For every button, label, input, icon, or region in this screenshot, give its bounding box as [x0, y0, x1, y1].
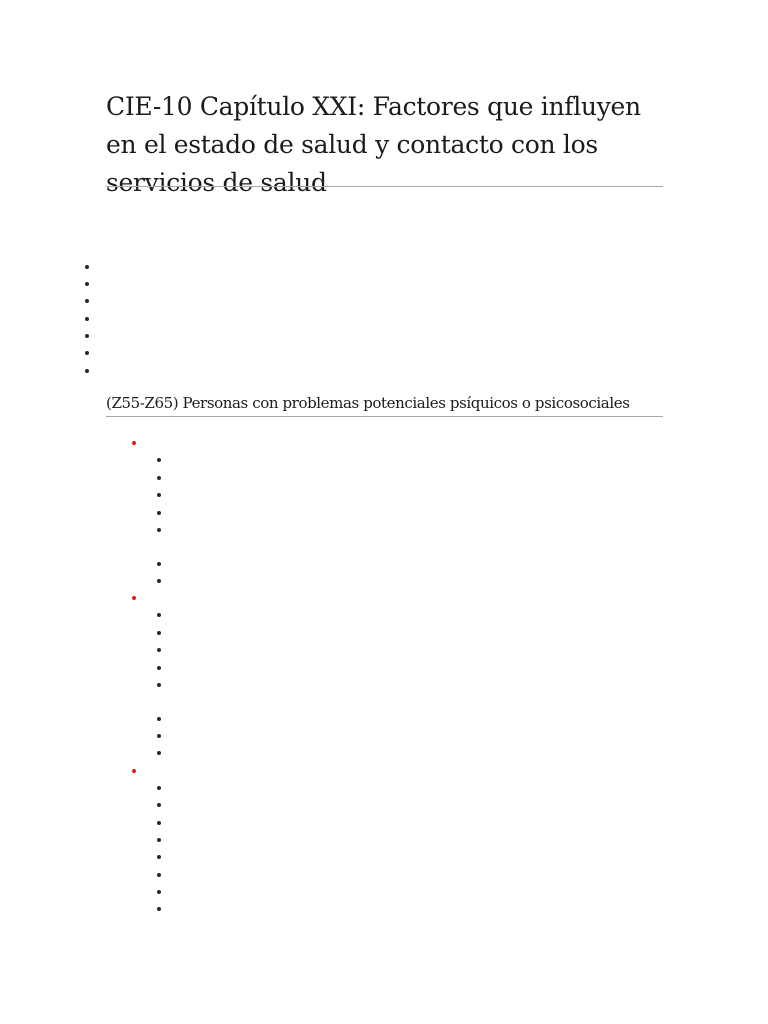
list-item[interactable] [157, 458, 161, 462]
section-divider [106, 416, 663, 417]
list-item[interactable] [157, 648, 161, 652]
list-item[interactable] [85, 334, 89, 338]
group-bullet[interactable] [132, 769, 136, 773]
list-item[interactable] [157, 873, 161, 877]
group-bullet[interactable] [132, 596, 136, 600]
list-item[interactable] [157, 579, 161, 583]
group-bullet[interactable] [132, 441, 136, 445]
list-item[interactable] [157, 734, 161, 738]
list-item[interactable] [157, 855, 161, 859]
list-item[interactable] [85, 265, 89, 269]
list-item[interactable] [157, 511, 161, 515]
section-heading: (Z55-Z65) Personas con problemas potenciales psíquicos o psicosociales [106, 394, 630, 412]
list-item[interactable] [157, 476, 161, 480]
list-item[interactable] [157, 528, 161, 532]
list-item[interactable] [157, 907, 161, 911]
list-item[interactable] [157, 838, 161, 842]
title-divider [106, 186, 663, 187]
list-item[interactable] [85, 282, 89, 286]
list-item[interactable] [157, 666, 161, 670]
list-item[interactable] [85, 351, 89, 355]
list-item[interactable] [157, 786, 161, 790]
list-item[interactable] [85, 369, 89, 373]
list-item[interactable] [157, 890, 161, 894]
list-item[interactable] [157, 683, 161, 687]
list-item[interactable] [157, 562, 161, 566]
list-item[interactable] [157, 613, 161, 617]
list-item[interactable] [157, 493, 161, 497]
list-item[interactable] [157, 631, 161, 635]
list-item[interactable] [157, 717, 161, 721]
list-item[interactable] [157, 821, 161, 825]
list-item[interactable] [157, 803, 161, 807]
page-title: CIE-10 Capítulo XXI: Factores que influyen en el estado de salud y contacto con los servicios de salud [106, 92, 641, 197]
list-item[interactable] [157, 751, 161, 755]
list-item[interactable] [85, 299, 89, 303]
list-item[interactable] [85, 317, 89, 321]
